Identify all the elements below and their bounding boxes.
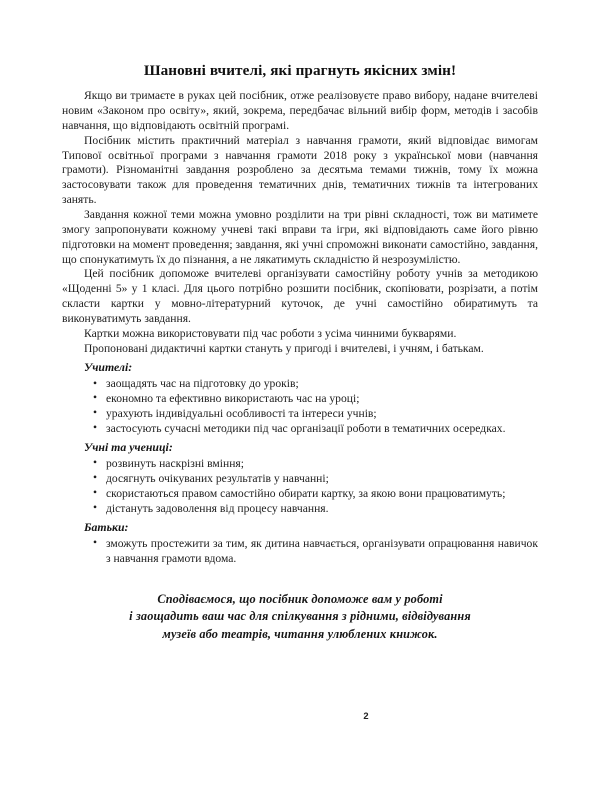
bullet-icon: •	[93, 421, 98, 435]
benefit-list	[62, 537, 538, 567]
group-heading: Батьки:	[84, 520, 129, 535]
bullet-icon: •	[93, 536, 98, 550]
bullet-icon: •	[93, 376, 98, 390]
body-paragraph: Посібник містить практичний матеріал з навчання грамоти, який відповідає вимогам Типової освітньої програми з навчання грамоти 2018 року з української мови (навчання грамоти). Різноманітні завдання розроблено за десятьма темами тижнів, тому їх можна застосовувати також для проведення тематичних днів, тематичних тижнів та інтегрованих занять.	[62, 133, 538, 207]
list-item-text: дістануть задоволення від процесу навчання.	[106, 501, 329, 515]
body-paragraph: Якщо ви тримаєте в руках цей посібник, отже реалізовуєте право вибору, надане вчителеві новим «Законом про освіту», який, зокрема, передбачає вільний вибір форм, методів і засобів навчання, що відповідають освітній програмі.	[62, 89, 538, 132]
list-item	[92, 537, 538, 567]
bullet-icon: •	[93, 486, 98, 500]
body-paragraph: Завдання кожної теми можна умовно розділити на три рівні складності, тож ви матимете змогу запропонувати кожному учневі такі вправи та ігри, які відповідають саме його рівню підготовки на момент проведення; завдання, які учні спроможні виконати самостійно, завдання, що спонукатимуть їх до пізнання, а не лякатимуть складністю й незрозумілістю.	[62, 207, 538, 266]
list-item-text: скористаються правом самостійно обирати картку, за якою вони працюватимуть;	[106, 486, 506, 500]
list-item-text: зможуть простежити за тим, як дитина навчається, організувати опрацювання навичок з навчання грамоти вдома.	[106, 536, 538, 565]
page-number: 2	[363, 710, 369, 721]
list-item	[92, 502, 538, 517]
list-item-text: заощадять час на підготовку до уроків;	[106, 377, 299, 391]
bullet-icon: •	[93, 471, 98, 485]
body-paragraph: Картки можна використовувати під час роботи з усіма чинними букварями.	[84, 326, 457, 340]
bullet-icon: •	[93, 406, 98, 420]
page-title: Шановні вчителі, які прагнуть якісних змін!	[143, 62, 457, 79]
bullet-icon: •	[93, 456, 98, 470]
group-heading: Учні та учениці:	[84, 440, 173, 455]
closing-line: і заощадить ваш час для спілкування з рідними, відвідування	[129, 609, 471, 624]
audience-group-parents	[62, 520, 538, 566]
group-heading: Учителі:	[84, 360, 133, 375]
list-item	[92, 422, 538, 437]
list-item-text: розвинуть наскрізні вміння;	[106, 456, 244, 470]
list-item	[92, 457, 538, 472]
audience-group-teachers	[62, 360, 538, 436]
bullet-icon: •	[93, 391, 98, 405]
list-item-text: досягнуть очікуваних результатів у навчанні;	[106, 471, 329, 485]
closing-line: музеїв або театрів, читання улюблених книжок.	[162, 626, 438, 641]
list-item-text: урахують індивідуальні особливості та інтереси учнів;	[106, 406, 377, 420]
list-item	[92, 377, 538, 392]
benefit-list	[62, 377, 538, 436]
list-item-text: економно та ефективно використають час на уроці;	[106, 391, 360, 405]
list-item	[92, 472, 538, 487]
benefit-list	[62, 457, 538, 516]
list-item	[92, 487, 538, 502]
body-paragraph: Цей посібник допоможе вчителеві організувати самостійну роботу учнів за методикою «Щоденні 5» у 1 класі. Для цього потрібно розшити посібник, скопіювати, розрізати, а потім скласти картки у мовно-літературний куточок, де учні самостійно обиратимуть та виконуватимуть завдання.	[62, 267, 538, 325]
list-item-text: застосують сучасні методики під час організації роботи в тематичних осередках.	[106, 421, 506, 435]
list-item	[92, 392, 538, 407]
list-item	[92, 407, 538, 422]
bullet-icon: •	[93, 501, 98, 515]
body-paragraph: Пропоновані дидактичні картки стануть у пригоді і вчителеві, і учням, і батькам.	[84, 341, 484, 355]
closing-line: Сподіваємося, що посібник допоможе вам у роботі	[157, 591, 443, 606]
closing-note	[62, 591, 538, 644]
audience-group-students	[62, 440, 538, 516]
